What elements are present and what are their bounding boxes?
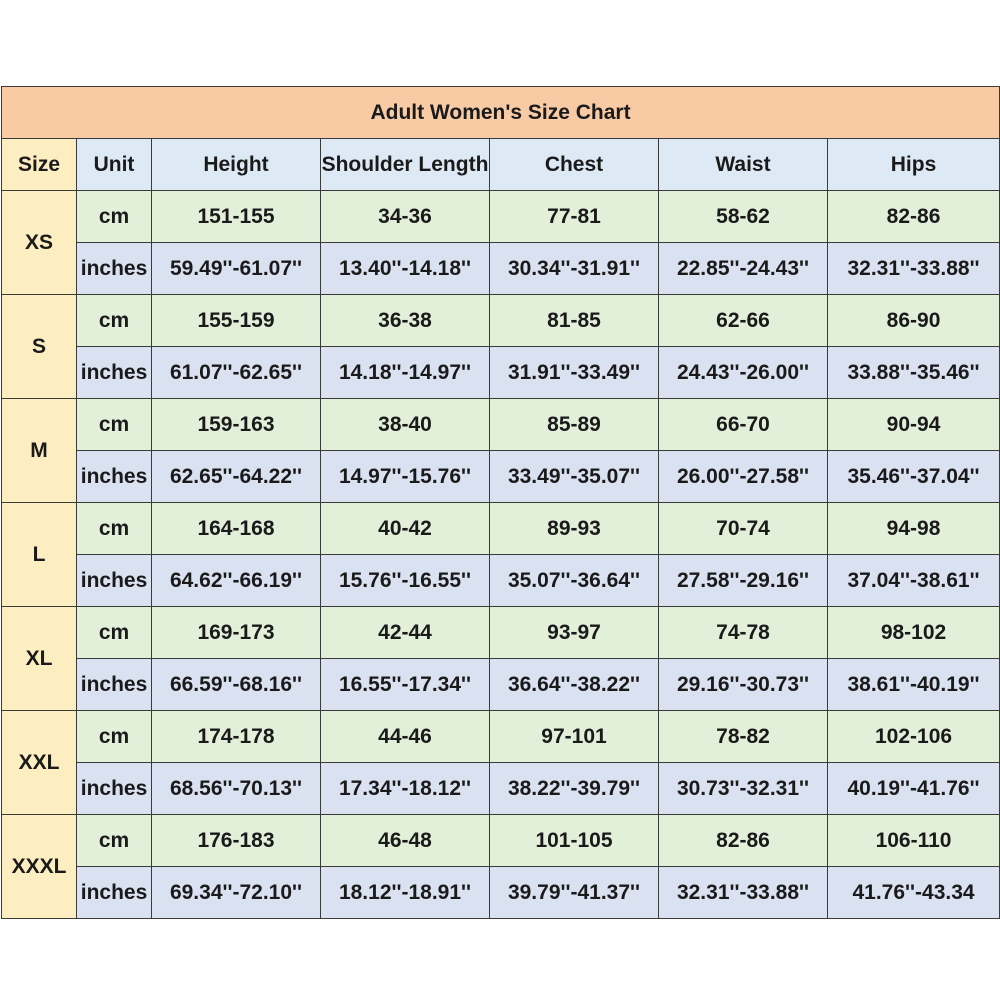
cell-chest-inches: 39.79''-41.37'' bbox=[490, 867, 659, 919]
cell-hips-inches: 38.61''-40.19'' bbox=[828, 659, 1000, 711]
unit-label-cm: cm bbox=[77, 711, 152, 763]
table-row-inches bbox=[2, 867, 1000, 919]
unit-label-cm: cm bbox=[77, 815, 152, 867]
size-label: XS bbox=[2, 191, 77, 295]
chart-title: Adult Women's Size Chart bbox=[2, 87, 1000, 139]
cell-chest-inches: 33.49''-35.07'' bbox=[490, 451, 659, 503]
size-label: XXXL bbox=[2, 815, 77, 919]
cell-waist-inches: 27.58''-29.16'' bbox=[659, 555, 828, 607]
size-label: XL bbox=[2, 607, 77, 711]
unit-label-cm: cm bbox=[77, 191, 152, 243]
cell-waist-inches: 26.00''-27.58'' bbox=[659, 451, 828, 503]
table-row-cm bbox=[2, 607, 1000, 659]
column-header-height: Height bbox=[152, 139, 321, 191]
cell-waist-cm: 66-70 bbox=[659, 399, 828, 451]
cell-hips-inches: 32.31''-33.88'' bbox=[828, 243, 1000, 295]
unit-label-cm: cm bbox=[77, 607, 152, 659]
cell-waist-inches: 29.16''-30.73'' bbox=[659, 659, 828, 711]
cell-chest-cm: 77-81 bbox=[490, 191, 659, 243]
title-row bbox=[2, 87, 1000, 139]
cell-shoulder-length-cm: 42-44 bbox=[321, 607, 490, 659]
unit-label-cm: cm bbox=[77, 295, 152, 347]
cell-chest-inches: 38.22''-39.79'' bbox=[490, 763, 659, 815]
cell-chest-inches: 35.07''-36.64'' bbox=[490, 555, 659, 607]
cell-chest-cm: 89-93 bbox=[490, 503, 659, 555]
cell-shoulder-length-cm: 34-36 bbox=[321, 191, 490, 243]
cell-chest-inches: 36.64''-38.22'' bbox=[490, 659, 659, 711]
table-row-cm bbox=[2, 399, 1000, 451]
cell-hips-inches: 41.76''-43.34 bbox=[828, 867, 1000, 919]
unit-label-inches: inches bbox=[77, 867, 152, 919]
cell-chest-inches: 30.34''-31.91'' bbox=[490, 243, 659, 295]
table-row-cm bbox=[2, 503, 1000, 555]
size-label: XXL bbox=[2, 711, 77, 815]
unit-label-inches: inches bbox=[77, 243, 152, 295]
cell-shoulder-length-inches: 15.76''-16.55'' bbox=[321, 555, 490, 607]
cell-height-inches: 62.65''-64.22'' bbox=[152, 451, 321, 503]
cell-waist-cm: 58-62 bbox=[659, 191, 828, 243]
size-label: S bbox=[2, 295, 77, 399]
column-header-unit: Unit bbox=[77, 139, 152, 191]
cell-waist-cm: 62-66 bbox=[659, 295, 828, 347]
cell-waist-cm: 74-78 bbox=[659, 607, 828, 659]
cell-height-cm: 176-183 bbox=[152, 815, 321, 867]
cell-waist-inches: 22.85''-24.43'' bbox=[659, 243, 828, 295]
cell-hips-cm: 106-110 bbox=[828, 815, 1000, 867]
column-header-chest: Chest bbox=[490, 139, 659, 191]
cell-height-cm: 151-155 bbox=[152, 191, 321, 243]
cell-height-cm: 155-159 bbox=[152, 295, 321, 347]
cell-chest-cm: 81-85 bbox=[490, 295, 659, 347]
table-row-inches bbox=[2, 243, 1000, 295]
unit-label-inches: inches bbox=[77, 659, 152, 711]
cell-chest-cm: 101-105 bbox=[490, 815, 659, 867]
cell-shoulder-length-cm: 36-38 bbox=[321, 295, 490, 347]
cell-hips-inches: 40.19''-41.76'' bbox=[828, 763, 1000, 815]
table-row-inches bbox=[2, 659, 1000, 711]
cell-height-cm: 169-173 bbox=[152, 607, 321, 659]
cell-hips-cm: 94-98 bbox=[828, 503, 1000, 555]
cell-shoulder-length-cm: 40-42 bbox=[321, 503, 490, 555]
cell-height-cm: 174-178 bbox=[152, 711, 321, 763]
cell-height-cm: 164-168 bbox=[152, 503, 321, 555]
cell-waist-cm: 78-82 bbox=[659, 711, 828, 763]
cell-shoulder-length-cm: 44-46 bbox=[321, 711, 490, 763]
unit-label-cm: cm bbox=[77, 399, 152, 451]
table-row-inches bbox=[2, 555, 1000, 607]
cell-hips-inches: 33.88''-35.46'' bbox=[828, 347, 1000, 399]
header-row bbox=[2, 139, 1000, 191]
column-header-size: Size bbox=[2, 139, 77, 191]
cell-shoulder-length-cm: 38-40 bbox=[321, 399, 490, 451]
cell-chest-cm: 93-97 bbox=[490, 607, 659, 659]
size-chart-table bbox=[1, 86, 1000, 919]
size-label: M bbox=[2, 399, 77, 503]
size-table-body bbox=[2, 191, 1000, 919]
cell-shoulder-length-inches: 16.55''-17.34'' bbox=[321, 659, 490, 711]
cell-shoulder-length-inches: 17.34''-18.12'' bbox=[321, 763, 490, 815]
cell-hips-cm: 82-86 bbox=[828, 191, 1000, 243]
unit-label-inches: inches bbox=[77, 347, 152, 399]
table-row-inches bbox=[2, 763, 1000, 815]
cell-hips-inches: 37.04''-38.61'' bbox=[828, 555, 1000, 607]
cell-shoulder-length-inches: 14.97''-15.76'' bbox=[321, 451, 490, 503]
cell-hips-inches: 35.46''-37.04'' bbox=[828, 451, 1000, 503]
cell-height-inches: 61.07''-62.65'' bbox=[152, 347, 321, 399]
cell-chest-cm: 85-89 bbox=[490, 399, 659, 451]
cell-waist-cm: 70-74 bbox=[659, 503, 828, 555]
cell-shoulder-length-inches: 18.12''-18.91'' bbox=[321, 867, 490, 919]
column-header-hips: Hips bbox=[828, 139, 1000, 191]
cell-height-inches: 59.49''-61.07'' bbox=[152, 243, 321, 295]
cell-shoulder-length-cm: 46-48 bbox=[321, 815, 490, 867]
cell-waist-inches: 30.73''-32.31'' bbox=[659, 763, 828, 815]
cell-height-inches: 68.56''-70.13'' bbox=[152, 763, 321, 815]
column-header-shoulder-length: Shoulder Length bbox=[321, 139, 490, 191]
cell-waist-cm: 82-86 bbox=[659, 815, 828, 867]
cell-chest-inches: 31.91''-33.49'' bbox=[490, 347, 659, 399]
cell-chest-cm: 97-101 bbox=[490, 711, 659, 763]
table-row-cm bbox=[2, 295, 1000, 347]
cell-shoulder-length-inches: 14.18''-14.97'' bbox=[321, 347, 490, 399]
cell-height-inches: 66.59''-68.16'' bbox=[152, 659, 321, 711]
cell-height-inches: 69.34''-72.10'' bbox=[152, 867, 321, 919]
cell-hips-cm: 90-94 bbox=[828, 399, 1000, 451]
unit-label-inches: inches bbox=[77, 555, 152, 607]
cell-waist-inches: 24.43''-26.00'' bbox=[659, 347, 828, 399]
table-row-cm bbox=[2, 711, 1000, 763]
size-label: L bbox=[2, 503, 77, 607]
cell-height-inches: 64.62''-66.19'' bbox=[152, 555, 321, 607]
cell-hips-cm: 86-90 bbox=[828, 295, 1000, 347]
table-row-inches bbox=[2, 451, 1000, 503]
column-header-waist: Waist bbox=[659, 139, 828, 191]
unit-label-inches: inches bbox=[77, 763, 152, 815]
cell-hips-cm: 98-102 bbox=[828, 607, 1000, 659]
unit-label-inches: inches bbox=[77, 451, 152, 503]
table-row-cm bbox=[2, 191, 1000, 243]
cell-height-cm: 159-163 bbox=[152, 399, 321, 451]
table-row-inches bbox=[2, 347, 1000, 399]
cell-waist-inches: 32.31''-33.88'' bbox=[659, 867, 828, 919]
table-row-cm bbox=[2, 815, 1000, 867]
unit-label-cm: cm bbox=[77, 503, 152, 555]
cell-hips-cm: 102-106 bbox=[828, 711, 1000, 763]
cell-shoulder-length-inches: 13.40''-14.18'' bbox=[321, 243, 490, 295]
